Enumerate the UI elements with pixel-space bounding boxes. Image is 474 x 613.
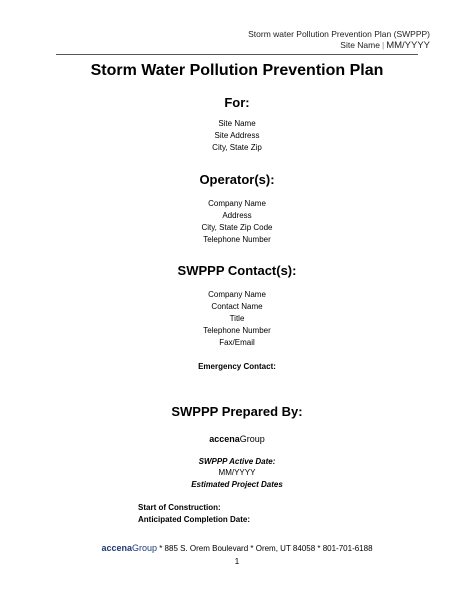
header-site-line — [340, 40, 430, 51]
footer — [0, 543, 474, 553]
contacts-heading: SWPPP Contact(s): — [177, 263, 297, 278]
header-site-name: Site Name — [340, 40, 380, 50]
operator-line-address: Address — [222, 211, 252, 220]
footer-logo-light: Group — [131, 543, 157, 553]
page-title: Storm Water Pollution Prevention Plan — [90, 62, 384, 79]
header-doc-title: Storm water Pollution Prevention Plan (SWPPP) — [248, 29, 430, 39]
footer-logo-bold: accena — [101, 543, 132, 553]
footer-address: * 885 S. Orem Boulevard * Orem, UT 84058 * 801-701-6188 — [157, 544, 373, 553]
active-date-label: SWPPP Active Date: — [198, 457, 276, 466]
footer-logo — [101, 543, 157, 553]
for-line-site-name: Site Name — [218, 119, 256, 128]
contact-line-company: Company Name — [208, 290, 266, 299]
for-line-city-state-zip: City, State Zip — [212, 143, 262, 152]
prepared-by-logo — [0, 434, 474, 444]
contact-line-phone: Telephone Number — [203, 326, 271, 335]
completion-date-label: Anticipated Completion Date: — [138, 515, 251, 524]
header-date: MM/YYYY — [386, 40, 430, 51]
for-heading: For: — [224, 95, 250, 110]
header-separator: | — [381, 40, 385, 50]
estimated-dates-label: Estimated Project Dates — [191, 480, 283, 489]
operator-line-city: City, State Zip Code — [201, 223, 273, 232]
active-date-value: MM/YYYY — [218, 468, 256, 477]
header-rule — [56, 54, 418, 55]
for-line-site-address: Site Address — [214, 131, 260, 140]
contact-line-title: Title — [229, 314, 245, 323]
start-construction-label: Start of Construction: — [138, 503, 221, 512]
page-number: 1 — [234, 557, 240, 566]
operators-heading: Operator(s): — [199, 172, 275, 187]
contact-line-fax-email: Fax/Email — [219, 338, 255, 347]
prepared-logo-light: Group — [239, 434, 265, 444]
prepared-logo-bold: accena — [209, 434, 240, 444]
prepared-by-heading: SWPPP Prepared By: — [171, 404, 303, 419]
emergency-contact-label: Emergency Contact: — [198, 362, 276, 371]
operator-line-phone: Telephone Number — [203, 235, 271, 244]
contact-line-name: Contact Name — [211, 302, 263, 311]
operator-line-company: Company Name — [208, 199, 266, 208]
